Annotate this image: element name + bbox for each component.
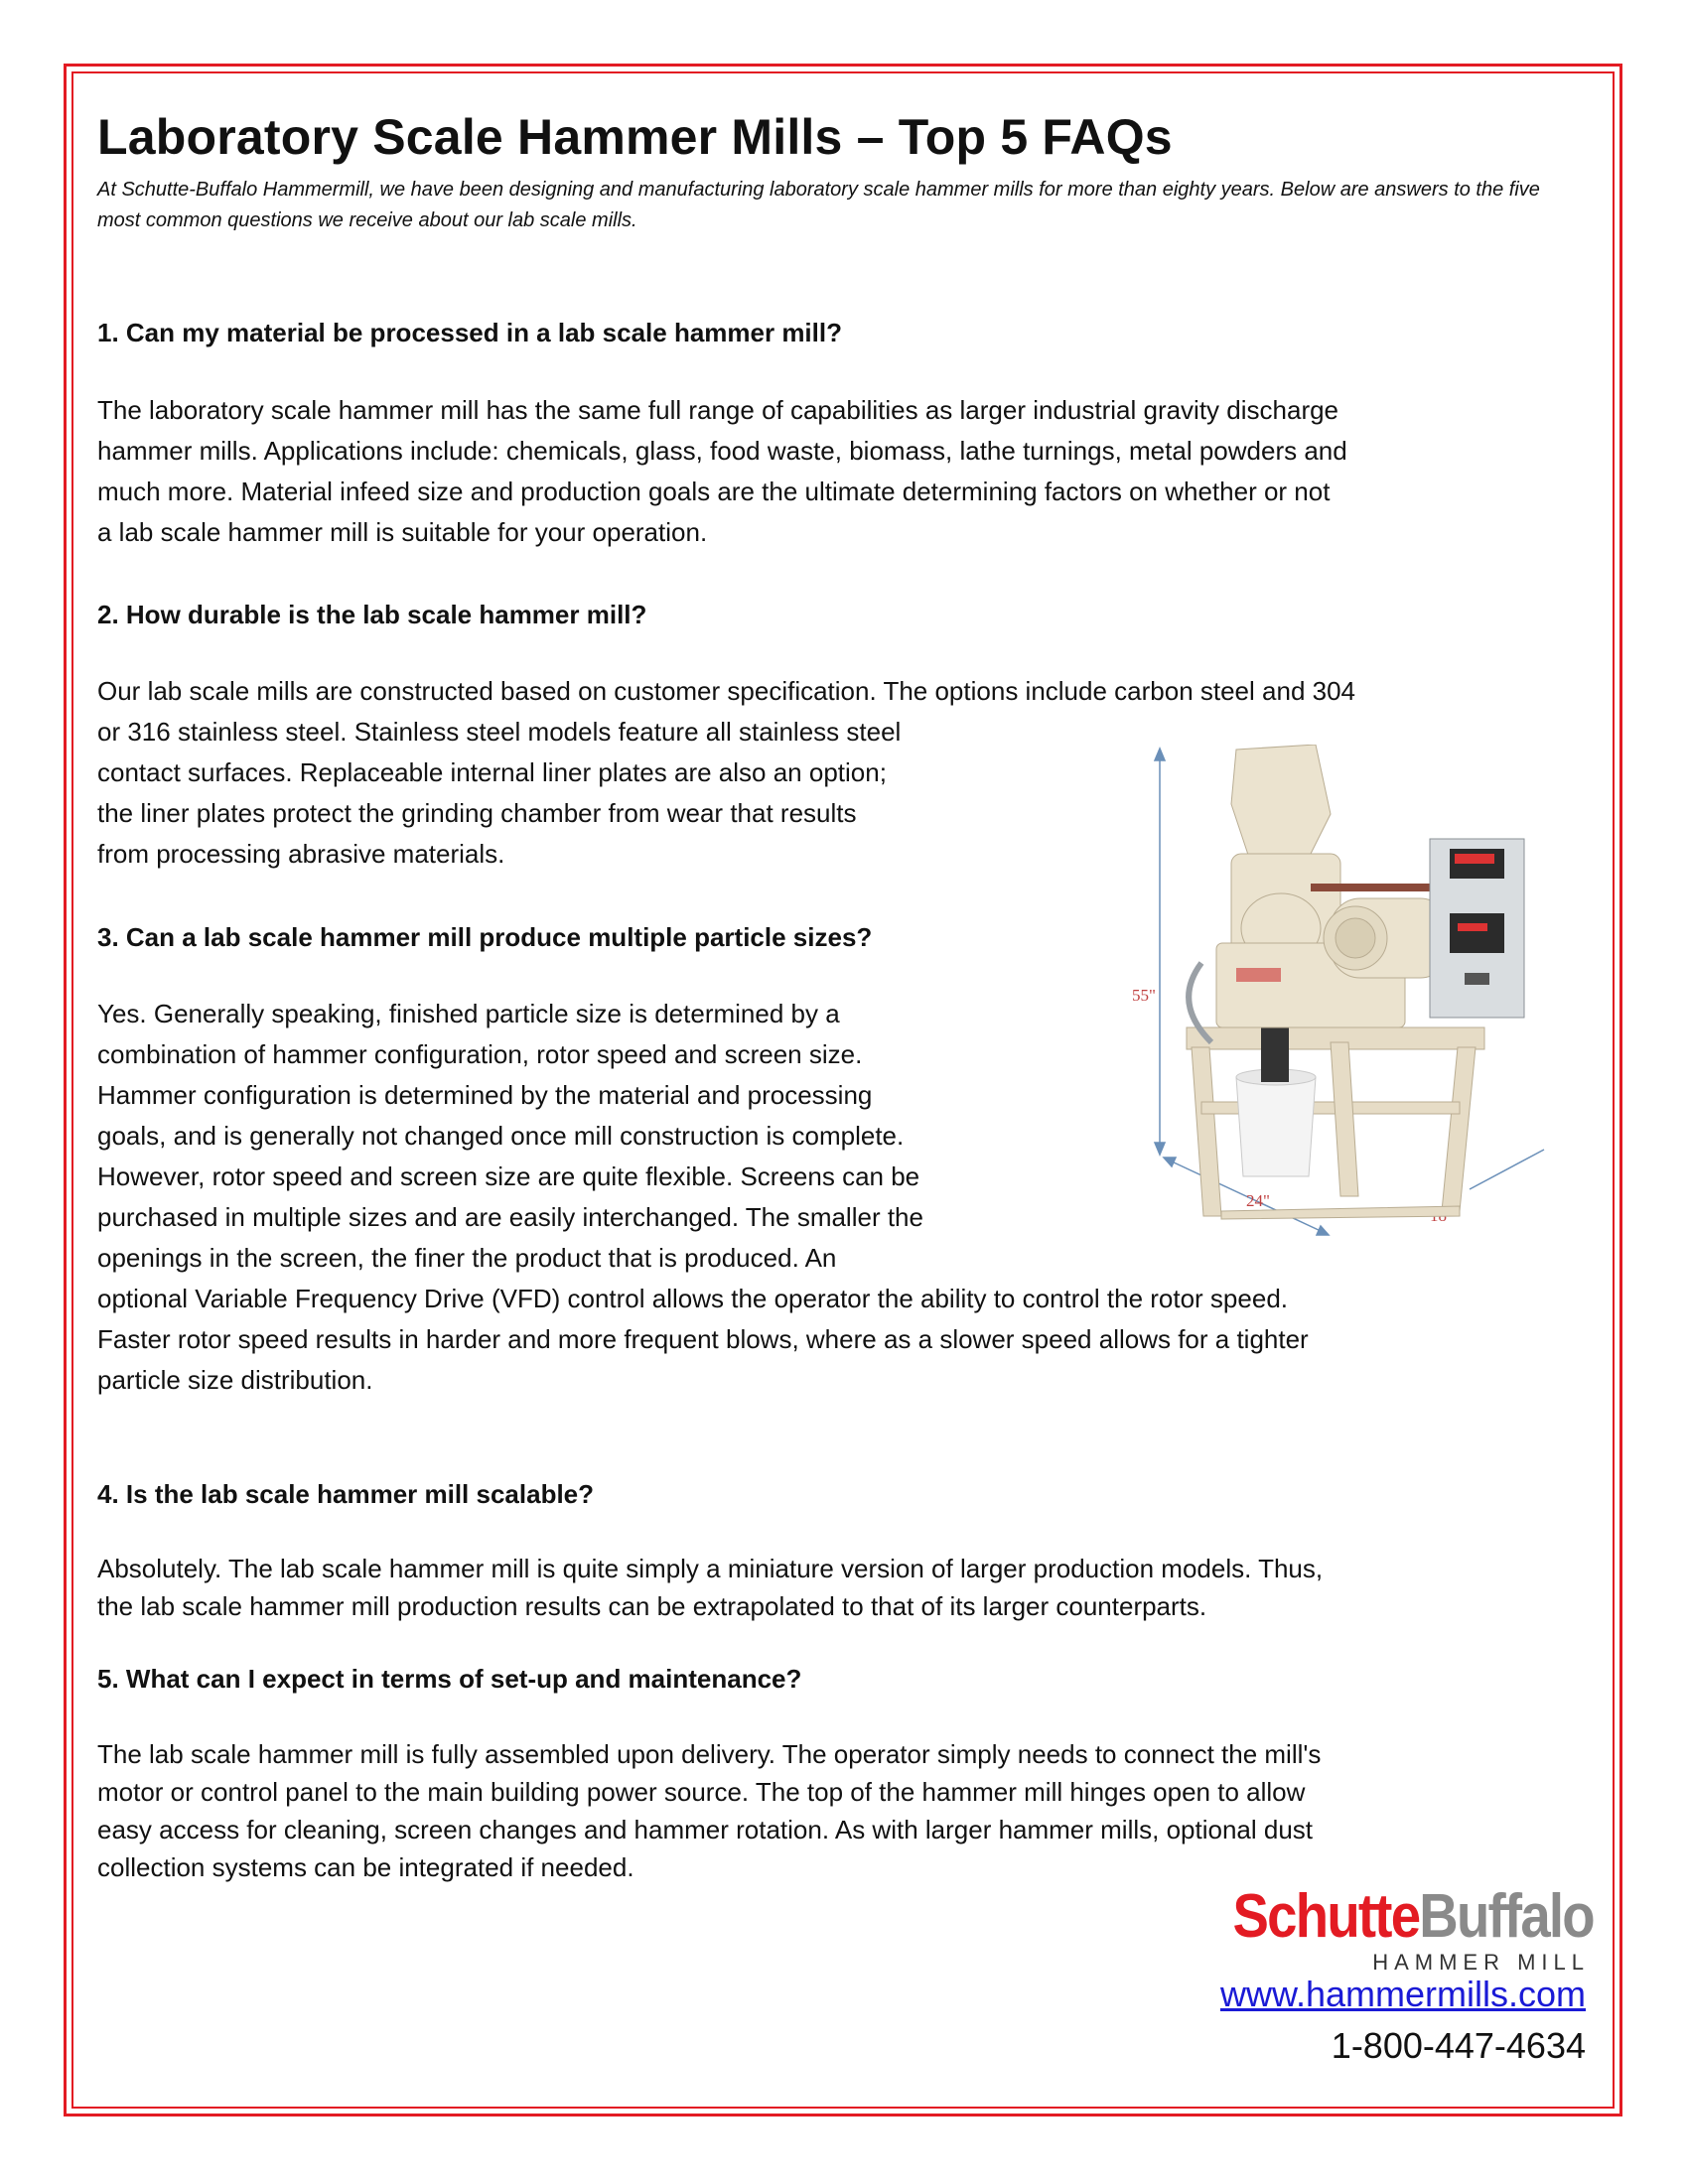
text-line: contact surfaces. Replaceable internal liner plates are also an option; bbox=[97, 757, 887, 787]
text-line: hammer mills. Applications include: chemicals, glass, food waste, biomass, lathe turnings, metal powders and bbox=[97, 436, 1347, 466]
logo-word-buffalo: Buffalo bbox=[1419, 1882, 1594, 1951]
schutte-buffalo-logo bbox=[1147, 1882, 1594, 1976]
hammer-mill-photo bbox=[1132, 745, 1569, 1251]
text-line: Hammer configuration is determined by the material and processing bbox=[97, 1080, 873, 1110]
text-line: much more. Material infeed size and production goals are the ultimate determining factors on whether or not bbox=[97, 477, 1331, 506]
text-line: openings in the screen, the finer the product that is produced. An bbox=[97, 1243, 837, 1273]
text-line: the liner plates protect the grinding chamber from wear that results bbox=[97, 798, 857, 828]
text-line: easy access for cleaning, screen changes and hammer rotation. As with larger hammer mills, optional dust bbox=[97, 1815, 1314, 1844]
phone-number: 1-800-447-4634 bbox=[1331, 2025, 1586, 2066]
text-line: optional Variable Frequency Drive (VFD) control allows the operator the ability to control the rotor speed. bbox=[97, 1284, 1288, 1313]
faq-1-question: 1. Can my material be processed in a lab scale hammer mill? bbox=[97, 318, 842, 347]
text-line: motor or control panel to the main building power source. The top of the hammer mill hinges open to allow bbox=[97, 1777, 1306, 1807]
text-line: from processing abrasive materials. bbox=[97, 839, 505, 869]
vfd-control-box bbox=[1430, 839, 1524, 1018]
text-line: purchased in multiple sizes and are easily interchanged. The smaller the bbox=[97, 1202, 923, 1232]
website-link[interactable]: www.hammermills.com bbox=[1219, 1974, 1586, 2014]
text-line: goals, and is generally not changed once mill construction is complete. bbox=[97, 1121, 905, 1151]
faq-4-answer bbox=[97, 1550, 1323, 1625]
text-line: or 316 stainless steel. Stainless steel models feature all stainless steel bbox=[97, 717, 902, 747]
text-line: The lab scale hammer mill is fully assembled upon delivery. The operator simply needs to connect the mill's bbox=[97, 1739, 1322, 1769]
text-line: Faster rotor speed results in harder and more frequent blows, where as a slower speed allows for a tighter bbox=[97, 1324, 1309, 1354]
text-line: the lab scale hammer mill production results can be extrapolated to that of its larger counterparts. bbox=[97, 1591, 1207, 1621]
faq-1-answer bbox=[97, 390, 1347, 553]
text-line: a lab scale hammer mill is suitable for your operation. bbox=[97, 517, 708, 547]
page-title: Laboratory Scale Hammer Mills – Top 5 FAQs bbox=[97, 109, 1173, 165]
faq-3-answer bbox=[97, 994, 1309, 1401]
text-line: combination of hammer configuration, rotor speed and screen size. bbox=[97, 1039, 863, 1069]
text-line: Absolutely. The lab scale hammer mill is quite simply a miniature version of larger production models. Thus, bbox=[97, 1554, 1324, 1583]
mill-stand bbox=[1187, 1027, 1484, 1219]
text-line: Yes. Generally speaking, finished particle size is determined by a bbox=[97, 999, 840, 1028]
faq-5-answer bbox=[97, 1735, 1321, 1886]
intro-paragraph: At Schutte-Buffalo Hammermill, we have been designing and manufacturing laboratory scale hammer mills for more than eighty years. Below are answers to the five most common questions we receive about our lab scale mills. bbox=[97, 179, 1540, 231]
drive-belt bbox=[1311, 884, 1430, 891]
faq-4-question: 4. Is the lab scale hammer mill scalable? bbox=[97, 1479, 595, 1509]
text-line: particle size distribution. bbox=[97, 1365, 373, 1395]
width-label: 24" bbox=[1246, 1191, 1270, 1210]
text-line: collection systems can be integrated if needed. bbox=[97, 1852, 634, 1882]
faq-3-question: 3. Can a lab scale hammer mill produce multiple particle sizes? bbox=[97, 922, 873, 952]
text-line: However, rotor speed and screen size are quite flexible. Screens can be bbox=[97, 1161, 920, 1191]
nameplate bbox=[1236, 968, 1281, 982]
text-line: Our lab scale mills are constructed based on customer specification. The options include carbon steel and 304 bbox=[97, 676, 1356, 706]
logo-wordmark bbox=[1232, 1882, 1594, 1951]
faq-2-question: 2. How durable is the lab scale hammer mill? bbox=[97, 600, 647, 629]
text-line: The laboratory scale hammer mill has the same full range of capabilities as larger industrial gravity discharge bbox=[97, 395, 1339, 425]
logo-word-schutte: Schutte bbox=[1232, 1882, 1420, 1951]
faq-5-question: 5. What can I expect in terms of set-up and maintenance? bbox=[97, 1664, 802, 1694]
height-label: 55" bbox=[1132, 986, 1156, 1005]
logo-subtitle: HAMMER MILL bbox=[1372, 1950, 1590, 1975]
